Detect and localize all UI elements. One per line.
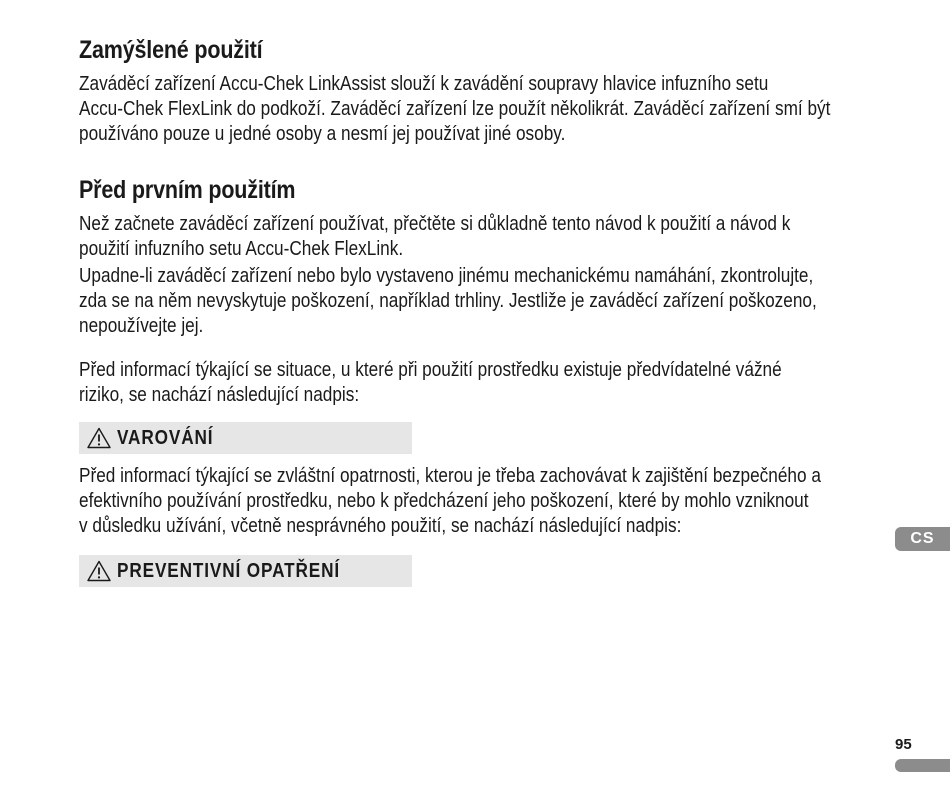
- text-line: Zaváděcí zařízení Accu-Chek LinkAssist slouží k zavádění soupravy hlavice infuzního setu: [79, 73, 769, 95]
- text-line: Upadne-li zaváděcí zařízení nebo bylo vystaveno jinému mechanickému namáhání, zkontrolujte,: [79, 265, 814, 287]
- text-line: Před informací týkající se zvláštní opatrnosti, kterou je třeba zachovávat k zajištění bezpečného a: [79, 465, 821, 487]
- text-line: zda se na něm nevyskytuje poškození, například trhliny. Jestliže je zaváděcí zařízení poškozeno,: [79, 290, 817, 312]
- text-line: Accu-Chek FlexLink do podkoží. Zaváděcí zařízení lze použít několikrát. Zaváděcí zařízení smí být: [79, 98, 831, 120]
- page-number: 95: [895, 736, 912, 753]
- paragraph-warning-explanation: [79, 358, 889, 408]
- page-marker-bar: [895, 759, 950, 772]
- text-line: riziko, se nachází následující nadpis:: [79, 384, 360, 406]
- warning-triangle-icon: [87, 560, 111, 582]
- heading-before-first-use: Před prvním použitím: [79, 176, 296, 204]
- paragraph-caution-explanation: [79, 464, 889, 539]
- language-tab-label: CS: [910, 530, 935, 547]
- text-line: Před informací týkající se situace, u které při použití prostředku existuje předvídatelné vážné: [79, 359, 782, 381]
- paragraph-damage-check: [79, 264, 889, 339]
- text-line: efektivního používání prostředku, nebo k předcházení jeho poškození, které by mohlo vzniknout: [79, 490, 809, 512]
- caution-notice: [79, 555, 412, 587]
- heading-intended-use: Zamýšlené použití: [79, 36, 263, 64]
- caution-label: PREVENTIVNÍ OPATŘENÍ: [117, 559, 340, 582]
- paragraph-read-instructions: [79, 212, 889, 262]
- paragraph-intended-use: [79, 72, 889, 147]
- warning-triangle-icon: [87, 427, 111, 449]
- text-line: Než začnete zaváděcí zařízení používat, přečtěte si důkladně tento návod k použití a návod k: [79, 213, 791, 235]
- document-content: [79, 34, 889, 587]
- text-line: nepoužívejte jej.: [79, 315, 204, 337]
- language-tab: [895, 527, 950, 551]
- text-line: použití infuzního setu Accu-Chek FlexLink.: [79, 238, 404, 260]
- text-line: v důsledku užívání, včetně nesprávného použití, se nachází následující nadpis:: [79, 515, 682, 537]
- warning-notice: [79, 422, 412, 454]
- text-line: používáno pouze u jedné osoby a nesmí jej používat jiné osoby.: [79, 123, 566, 145]
- warning-label: VAROVÁNÍ: [117, 426, 214, 449]
